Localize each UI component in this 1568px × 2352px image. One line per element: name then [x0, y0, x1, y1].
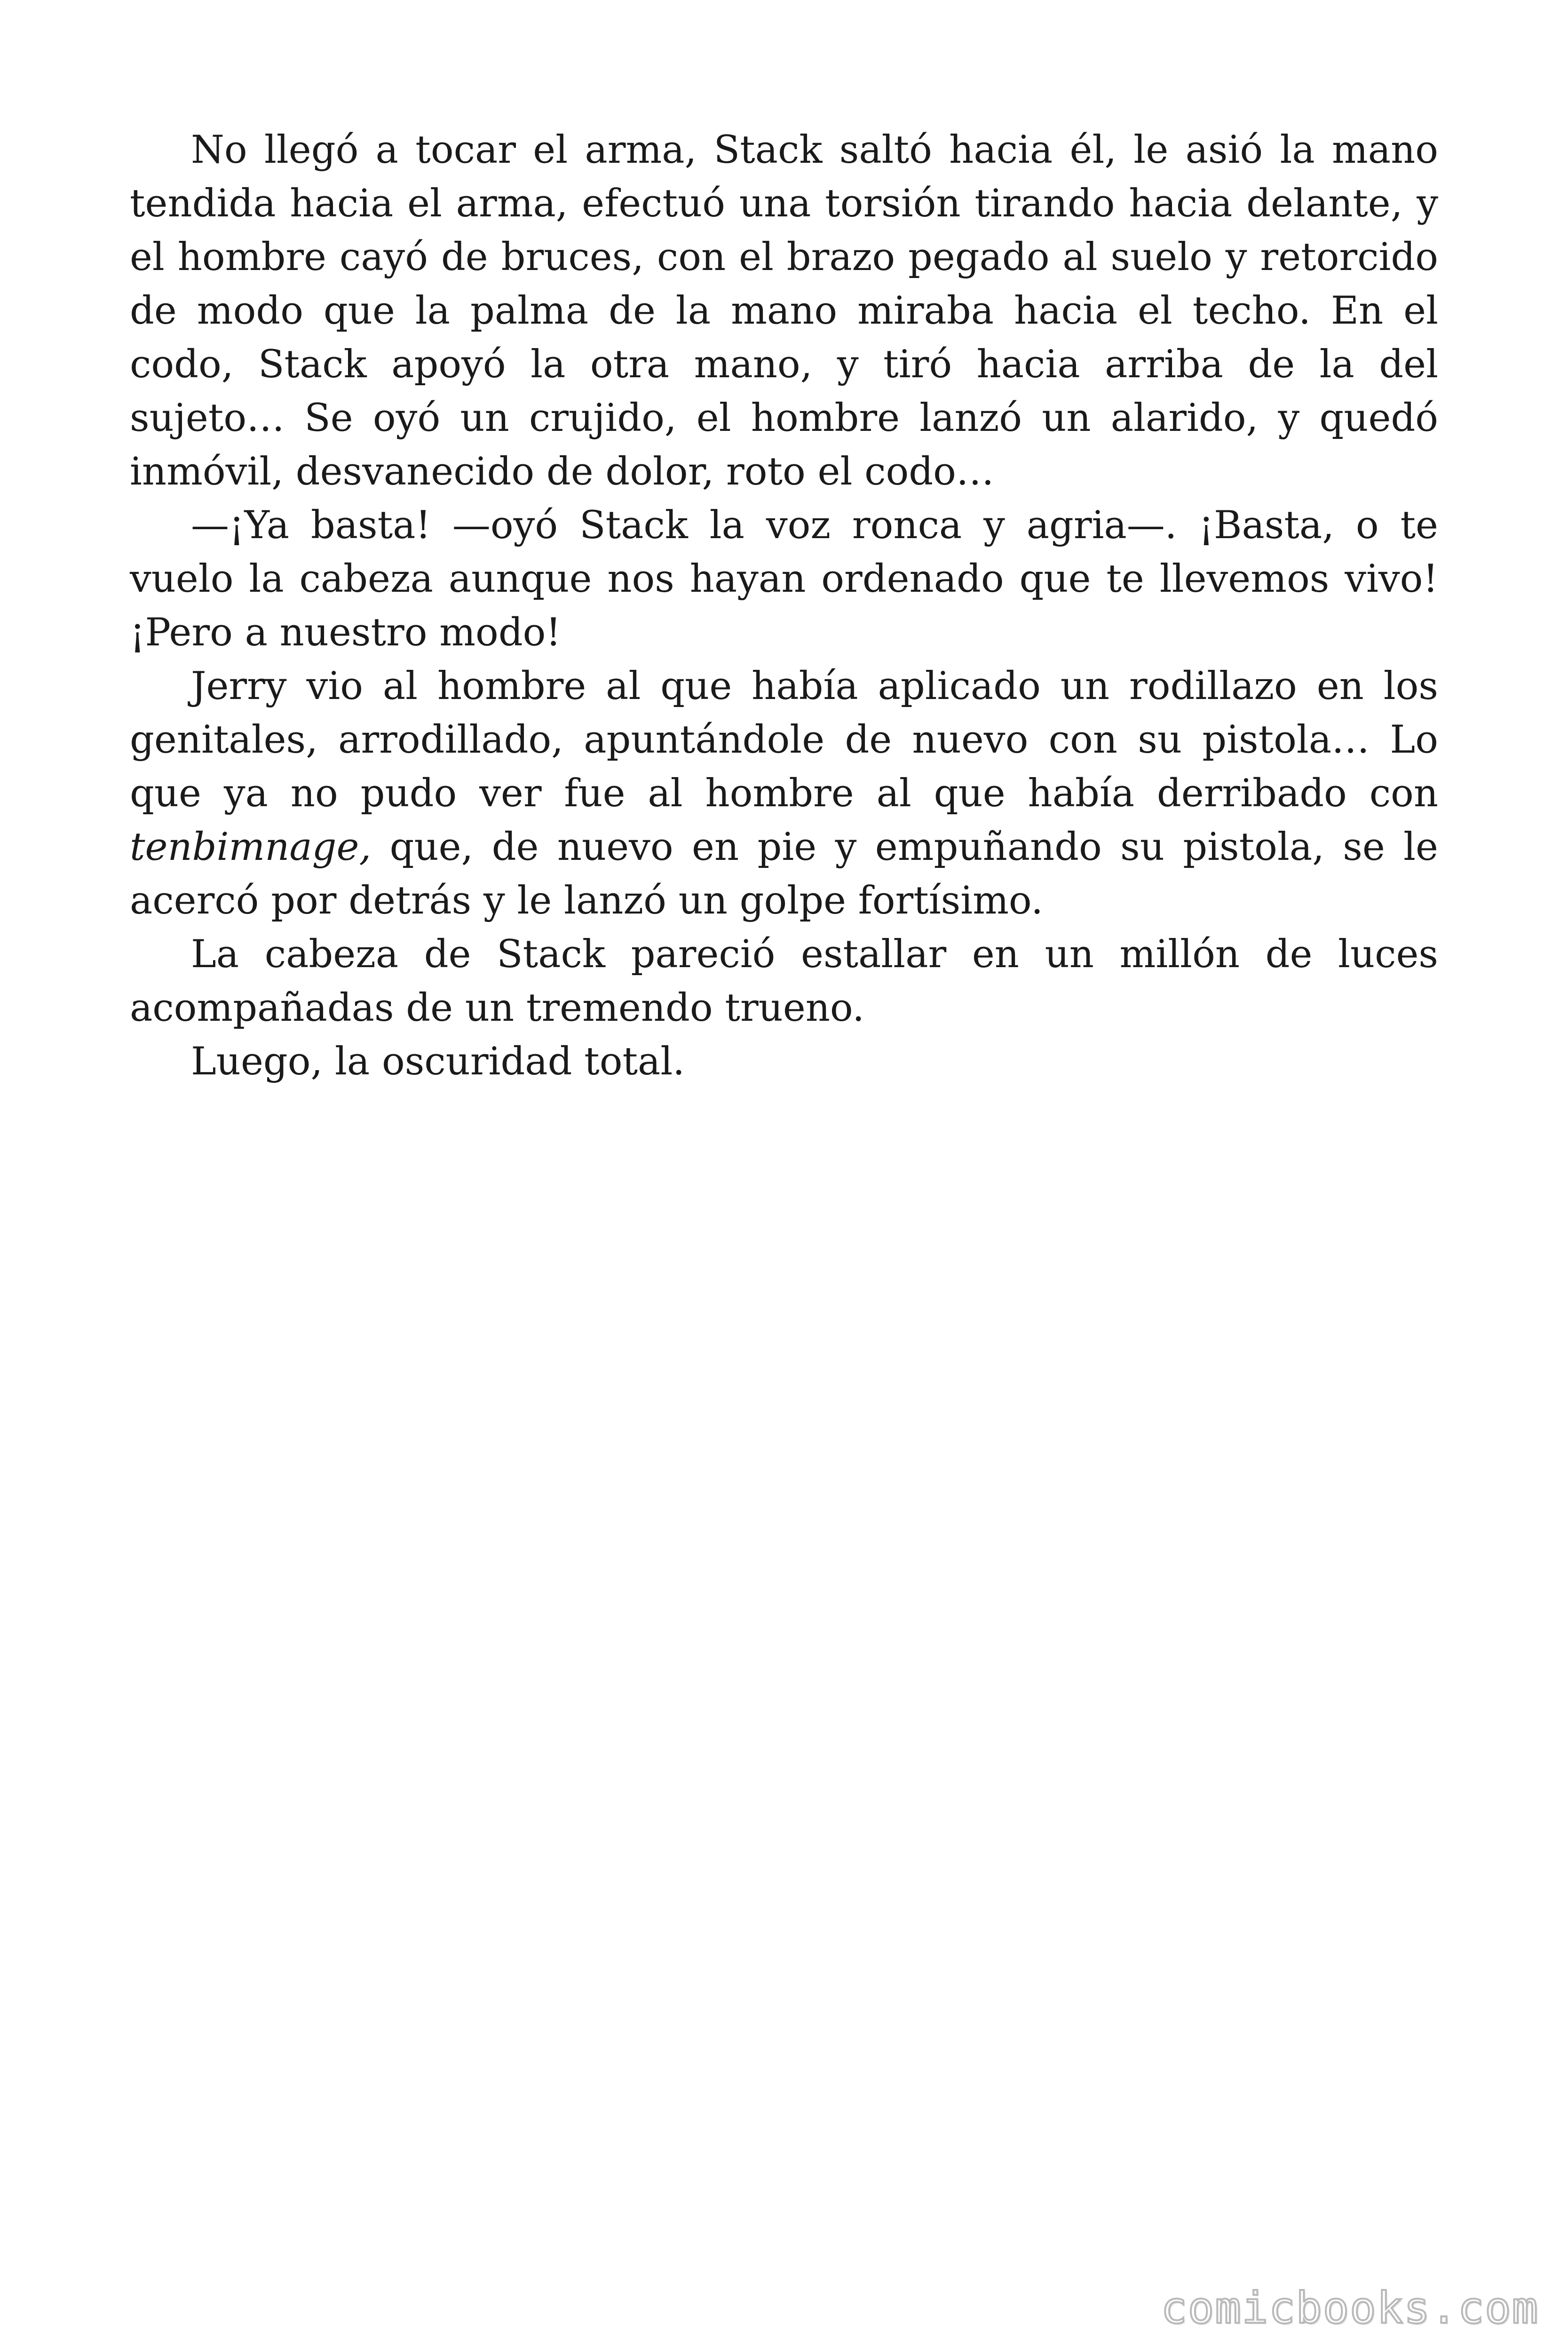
paragraph-3 — [130, 660, 1438, 928]
paragraph-1: No llegó a tocar el arma, Stack saltó hacia él, le asió la mano tendida hacia el arma, efectuó una torsión tirando hacia delante, y el hombre cayó de bruces, con el brazo pegado al suelo y retorcido de modo que la palma de la mano miraba hacia el techo. En el codo, Stack apoyó la otra mano, y tiró hacia arriba de la del sujeto… Se oyó un crujido, el hombre lanzó un alarido, y quedó inmóvil, desvanecido de dolor, roto el codo… — [130, 128, 1438, 494]
body-text — [130, 123, 1438, 1089]
paragraph-4: La cabeza de Stack pareció estallar en un millón de luces acompañadas de un tremendo trueno. — [130, 932, 1438, 1030]
italic-term: tenbimnage, — [130, 825, 372, 869]
watermark: comicbooks.com — [1161, 2283, 1539, 2333]
paragraph-2: —¡Ya basta! —oyó Stack la voz ronca y agria—. ¡Basta, o te vuelo la cabeza aunque nos hayan ordenado que te llevemos vivo! ¡Pero a nuestro modo! — [130, 503, 1438, 655]
paragraph-3-end: que, de nuevo en pie y empuñando su pistola, se le acercó por detrás y le lanzó un golpe fortísimo. — [130, 825, 1438, 923]
paragraph-5: Luego, la oscuridad total. — [191, 1040, 685, 1084]
paragraph-3-start: Jerry vio al hombre al que había aplicado un rodillazo en los genitales, arrodillado, apuntándole de nuevo con su pistola… Lo que ya no pudo ver fue al hombre al que había derribado con — [130, 664, 1438, 816]
